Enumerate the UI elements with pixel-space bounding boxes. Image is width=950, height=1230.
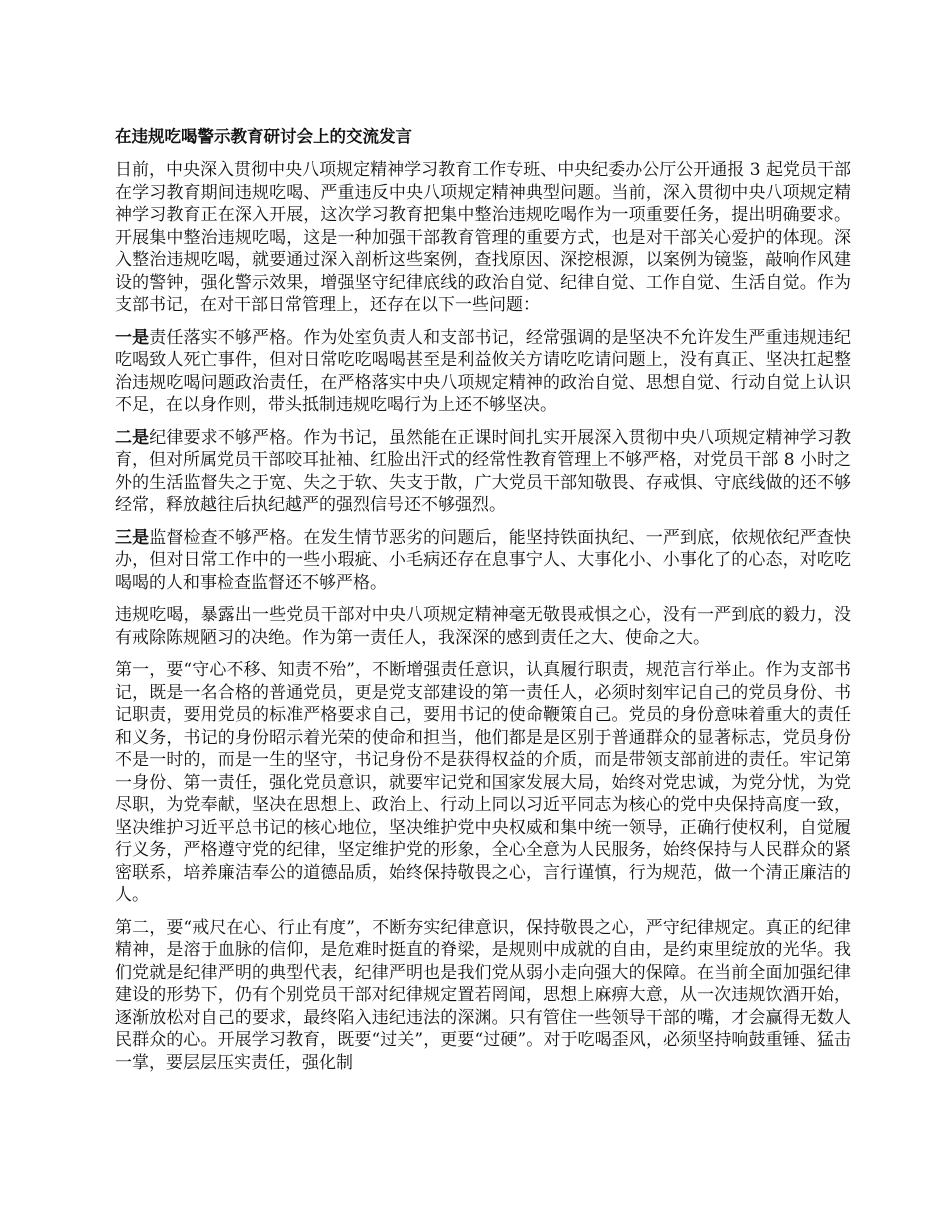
problem-paragraph-1 bbox=[115, 327, 851, 417]
summary-paragraph: 违规吃喝，暴露出一些党员干部对中央八项规定精神毫无敬畏戒惧之心，没有一严到底的毅力，没有戒除陈规陋习的决绝。作为第一责任人，我深深的感到责任之大、使命之大。 bbox=[115, 605, 851, 648]
document-title: 在违规吃喝警示教育研讨会上的交流发言 bbox=[115, 127, 412, 146]
problem-text-2: 纪律要求不够严格。作为书记，虽然能在正课时间扎实开展深入贯彻中央八项规定精神学习教育，但对所属党员干部咬耳扯袖、红脸出汗式的经常性教育管理上不够严格，对党员干部 8 小时之外的生活监督失之于宽、失之于软、失支于散，广大党员干部知敬畏、存戒惧、守底线做的还不够经常，释放越往后执纪越严的强烈信号还不够强烈。 bbox=[115, 427, 852, 515]
problem-text-3: 监督检查不够严格。在发生情节恶劣的问题后，能坚持铁面执纪、一严到底，依规依纪严查快办，但对日常工作中的一些小瑕疵、小毛病还存在息事宁人、大事化小、小事化了的心态，对吃吃喝喝的人和事检查监督还不够严格。 bbox=[115, 527, 852, 593]
problem-paragraph-3 bbox=[115, 527, 851, 595]
problem-paragraph-2 bbox=[115, 427, 851, 517]
intro-paragraph: 日前，中央深入贯彻中央八项规定精神学习教育工作专班、中央纪委办公厅公开通报 3 起党员干部在学习教育期间违规吃喝、严重违反中央八项规定精神典型问题。当前，深入贯彻中央八项规定精神学习教育正在深入开展，这次学习教育把集中整治违规吃喝作为一项重要任务，提出明确要求。开展集中整治违规吃喝，这是一种加强干部教育管理的重要方式，也是对干部关心爱护的体现。深入整治违规吃喝，就要通过深入剖析这些案例，查找原因、深挖根源，以案例为镜鉴，敲响作风建设的警钟，强化警示效果，增强坚守纪律底线的政治自觉、纪律自觉、工作自觉、生活自觉。作为支部书记，在对干部日常管理上，还存在以下一些问题： bbox=[115, 160, 851, 315]
problem-lead-2: 二是 bbox=[115, 427, 150, 448]
document-page bbox=[115, 126, 851, 1084]
second-point-paragraph: 第二，要“戒尺在心、行止有度”，不断夯实纪律意识，保持敬畏之心，严守纪律规定。真正的纪律精神，是溶于血脉的信仰，是危难时挺直的脊梁，是规则中成就的自由，是约束里绽放的光华。我们党就是纪律严明的典型代表，纪律严明也是我们党从弱小走向强大的保障。在当前全面加强纪律建设的形势下，仍有个别党员干部对纪律规定置若罔闻，思想上麻痹大意，从一次违规饮酒开始，逐渐放松对自己的要求，最终陷入违纪违法的深渊。只有管住一些领导干部的嘴，才会赢得无数人民群众的心。开展学习教育，既要“过关”，更要“过硬”。对于吃喝歪风，必须坚持响鼓重锤、猛击一掌，要层层压实责任，强化制 bbox=[115, 917, 851, 1073]
problem-lead-3: 三是 bbox=[115, 527, 150, 548]
problem-text-1: 责任落实不够严格。作为处室负责人和支部书记，经常强调的是坚决不允许发生严重违规违纪吃喝致人死亡事件，但对日常吃吃喝喝甚至是利益攸关方请吃吃请问题上，没有真正、坚决扛起整治违规吃喝问题政治责任，在严格落实中央八项规定精神的政治自觉、思想自觉、行动自觉上认识不足，在以身作则，带头抵制违规吃喝行为上还不够坚决。 bbox=[115, 327, 852, 415]
problem-lead-1: 一是 bbox=[115, 327, 150, 348]
first-point-paragraph: 第一，要“守心不移、知责不殆”，不断增强责任意识，认真履行职责，规范言行举止。作为支部书记，既是一名合格的普通党员，更是党支部建设的第一责任人，必须时刻牢记自己的党员身份、书记职责，要用党员的标准严格要求自己，要用书记的使命鞭策自己。党员的身份意味着重大的责任和义务，书记的身份昭示着光荣的使命和担当，他们都是是区别于普通群众的显著标志，党员身份不是一时的，而是一生的坚守，书记身份不是获得权益的介质，而是带领支部前进的责任。牢记第一身份、第一责任，强化党员意识，就要牢记党和国家发展大局，始终对党忠诚，为党分忧，为党尽职，为党奉献，坚决在思想上、政治上、行动上同以习近平同志为核心的党中央保持高度一致，坚决维护习近平总书记的核心地位，坚决维护党中央权威和集中统一领导，正确行使权利，自觉履行义务，严格遵守党的纪律，坚定维护党的形象，全心全意为人民服务，始终保持与人民群众的紧密联系，培养廉洁奉公的道德品质，始终保持敬畏之心，言行谨慎，行为规范，做一个清正廉洁的人。 bbox=[115, 660, 851, 905]
